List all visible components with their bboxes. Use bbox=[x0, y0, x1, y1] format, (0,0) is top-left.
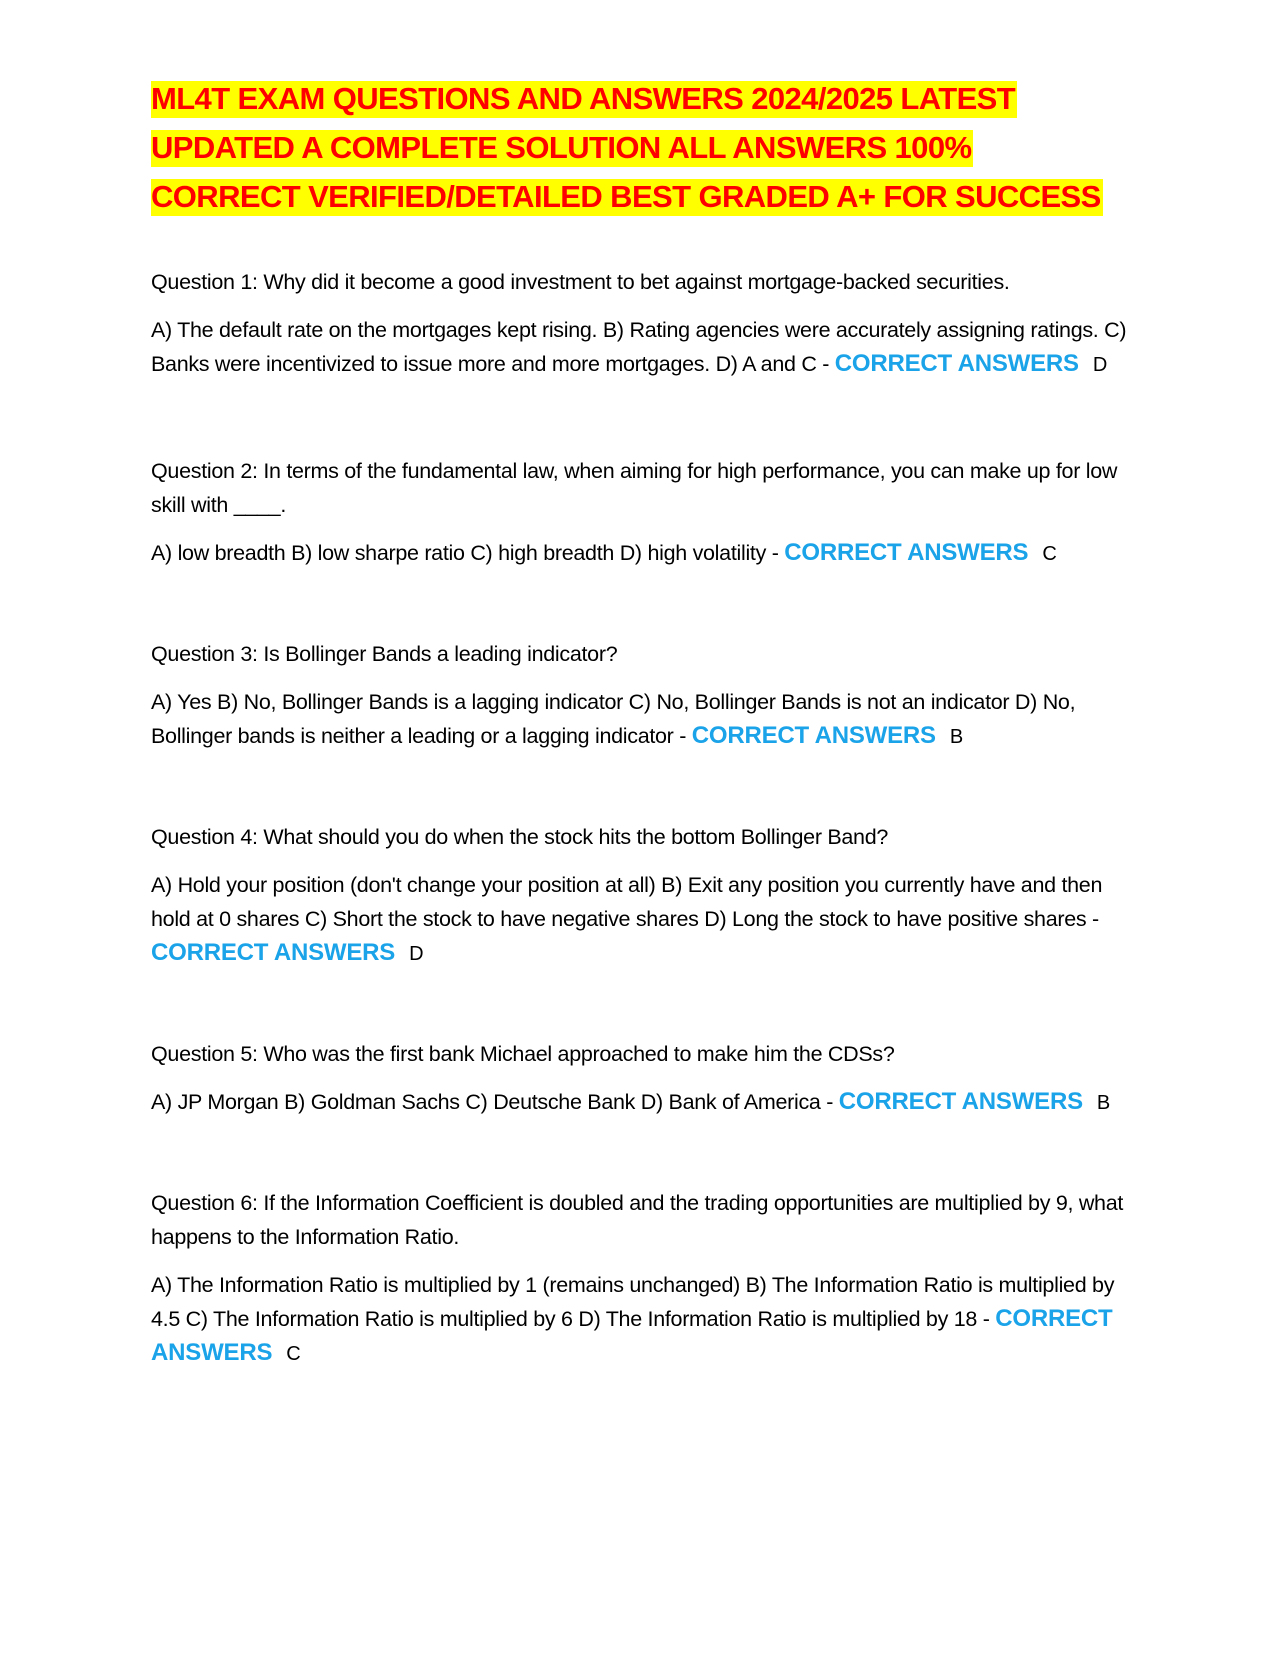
options-text: A) low breadth B) low sharpe ratio C) high breadth D) high volatility - bbox=[151, 541, 785, 565]
title-line: ML4T EXAM QUESTIONS AND ANSWERS 2024/2025 LATEST bbox=[151, 81, 1016, 116]
correct-answers-label: CORRECT ANSWERS bbox=[151, 939, 396, 966]
answer-key: B bbox=[1096, 1092, 1110, 1114]
answer-key: C bbox=[1042, 543, 1057, 565]
answer-options bbox=[151, 536, 1131, 571]
question-block-3 bbox=[151, 637, 1131, 754]
answer-key: D bbox=[1092, 354, 1108, 376]
options-text: A) Yes B) No, Bollinger Bands is a lagging indicator C) No, Bollinger Bands is not an indicator D) No, Bollinger bands is neither a leading or a lagging indicator - bbox=[151, 690, 1076, 748]
question-block-2 bbox=[151, 454, 1131, 571]
question-text: Question 1: Why did it become a good investment to bet against mortgage-backed securities. bbox=[151, 270, 1010, 294]
document-title bbox=[151, 74, 1131, 221]
question-text: Question 5: Who was the first bank Michael approached to make him the CDSs? bbox=[151, 1042, 895, 1066]
correct-answers-label: CORRECT ANSWERS bbox=[834, 350, 1079, 377]
answer-options bbox=[151, 313, 1131, 382]
question-text: Question 3: Is Bollinger Bands a leading indicator? bbox=[151, 642, 618, 666]
question-block-4 bbox=[151, 820, 1131, 971]
question-text: Question 4: What should you do when the stock hits the bottom Bollinger Band? bbox=[151, 825, 889, 849]
options-text: A) Hold your position (don't change your position at all) B) Exit any position you currently have and then hold at 0 shares C) Short the stock to have negative shares D) Long the stock to have positive shares - bbox=[151, 873, 1103, 931]
question-block-1 bbox=[151, 265, 1131, 382]
answer-options bbox=[151, 1085, 1131, 1120]
options-text: A) The default rate on the mortgages kept rising. B) Rating agencies were accurately assigning ratings. C) Banks were incentivized to issue more and more mortgages. D) A and C - bbox=[151, 318, 1127, 376]
question-block-6 bbox=[151, 1186, 1131, 1371]
title-line: UPDATED A COMPLETE SOLUTION ALL ANSWERS 100% bbox=[151, 130, 972, 165]
document-content bbox=[151, 74, 1131, 1443]
answer-key: C bbox=[286, 1343, 301, 1365]
correct-answers-label: CORRECT ANSWERS bbox=[691, 722, 936, 749]
answer-options bbox=[151, 685, 1131, 754]
correct-answers-label: CORRECT ANSWERS bbox=[784, 539, 1029, 566]
title-line: CORRECT VERIFIED/DETAILED BEST GRADED A+ FOR SUCCESS bbox=[151, 179, 1101, 214]
answer-key: B bbox=[949, 726, 963, 748]
options-text: A) JP Morgan B) Goldman Sachs C) Deutsche Bank D) Bank of America - bbox=[151, 1090, 839, 1114]
correct-answers-label: CORRECT ANSWERS bbox=[151, 1305, 1113, 1366]
question-text: Question 6: If the Information Coefficient is doubled and the trading opportunities are multiplied by 9, what happens to the Information Ratio. bbox=[151, 1191, 1124, 1249]
answer-options bbox=[151, 868, 1131, 971]
answer-key: D bbox=[409, 943, 424, 965]
correct-answers-label: CORRECT ANSWERS bbox=[838, 1088, 1083, 1115]
question-block-5 bbox=[151, 1037, 1131, 1120]
options-text: A) The Information Ratio is multiplied by 1 (remains unchanged) B) The Information Ratio is multiplied by 4.5 C) The Information Ratio is multiplied by 6 D) The Information Ratio is multiplied by 18 - bbox=[151, 1273, 1115, 1331]
question-text: Question 2: In terms of the fundamental law, when aiming for high performance, you can make up for low skill with ____. bbox=[151, 459, 1118, 517]
answer-options bbox=[151, 1268, 1131, 1371]
